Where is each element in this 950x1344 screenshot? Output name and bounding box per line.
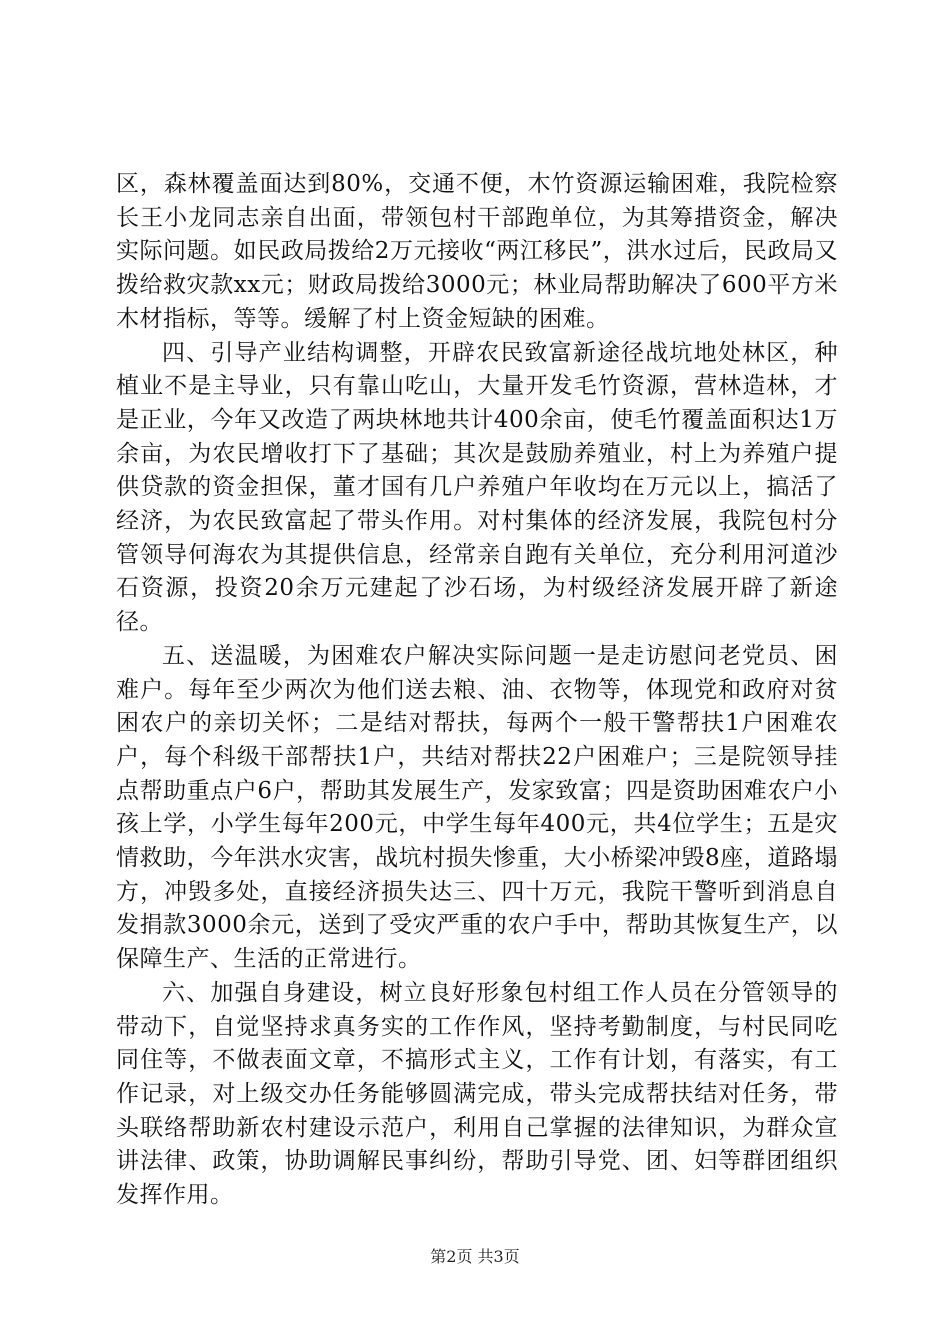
page-number-footer: 第2页 共3页 xyxy=(430,1247,520,1266)
paragraph-continuation: 区，森林覆盖面达到80%，交通不便，木竹资源运输困难，我院检察长王小龙同志亲自出面，带领包村干部跑单位，为其筹措资金，解决实际问题。如民政局拨给2万元接收“两江移民”，洪水过后，民政局又拨给救灾款xx元；财政局拨给3000元；林业局帮助解决了600平方米木材指标，等等。缓解了村上资金短缺的困难。 xyxy=(116,171,838,332)
paragraph-section-five: 五、送温暖，为困难农户解决实际问题一是走访慰问老党员、困难户。每年至少两次为他们送去粮、油、衣物等，体现党和政府对贫困农户的亲切关怀；二是结对帮扶，每两个一般干警帮扶1户困难农户，每个科级干部帮扶1户，共结对帮扶22户困难户；三是院领导挂点帮助重点户6户，帮助其发展生产，发家致富；四是资助困难农户小孩上学，小学生每年200元，中学生每年400元，共4位学生；五是灾情救助，今年洪水灾害，战坑村损失惨重，大小桥梁冲毁8座，道路塌方，冲毁多处，直接经济损失达三、四十万元，我院干警听到消息自发捐款3000余元，送到了受灾严重的农户手中，帮助其恢复生产，以保障生产、生活的正常进行。 xyxy=(116,642,838,973)
paragraph-section-six: 六、加强自身建设，树立良好形象包村组工作人员在分管领导的带动下，自觉坚持求真务实的工作作风，坚持考勤制度，与村民同吃同住等，不做表面文章，不搞形式主义，工作有计划，有落实，有工作记录，对上级交办任务能够圆满完成，带头完成帮扶结对任务，带头联络帮助新农村建设示范户，利用自己掌握的法律知识，为群众宣讲法律、政策，协助调解民事纠纷，帮助引导党、团、妇等群团组织发挥作用。 xyxy=(116,979,838,1209)
document-body xyxy=(116,168,838,1213)
paragraph-section-four: 四、引导产业结构调整，开辟农民致富新途径战坑地处林区，种植业不是主导业，只有靠山吃山，大量开发毛竹资源，营林造林，才是正业，今年又改造了两块林地共计400余亩，使毛竹覆盖面积达1万余亩，为农民增收打下了基础；其次是鼓励养殖业，村上为养殖户提供贷款的资金担保，董才国有几户养殖户年收均在万元以上，搞活了经济，为农民致富起了带头作用。对村集体的经济发展，我院包村分管领导何海农为其提供信息，经常亲自跑有关单位，充分利用河道沙石资源，投资20余万元建起了沙石场，为村级经济发展开辟了新途径。 xyxy=(116,339,838,636)
